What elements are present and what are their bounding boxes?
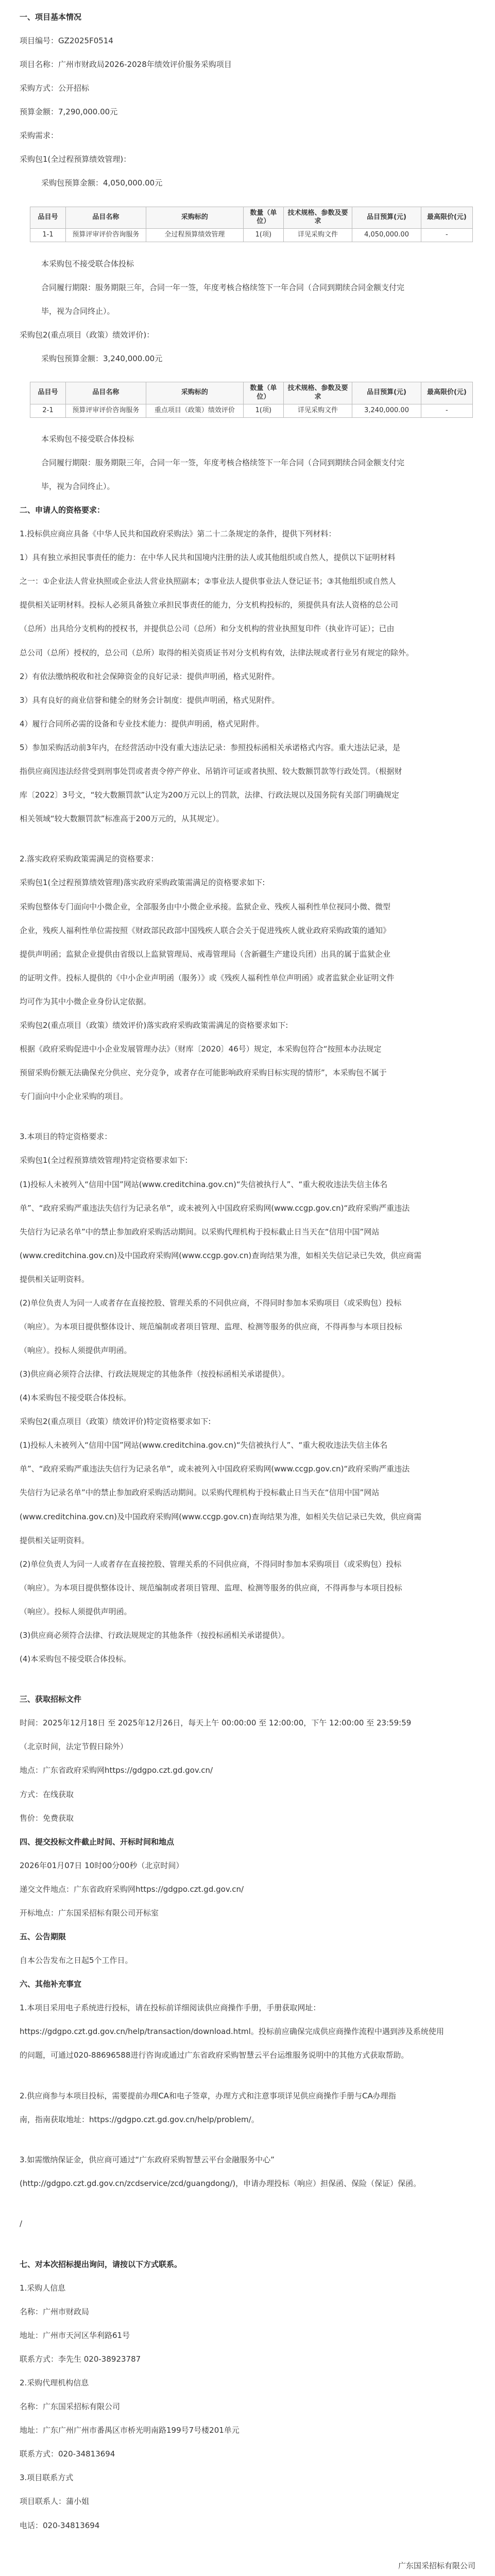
- text-line: 地址：广州市天河区华利路61号: [20, 2330, 130, 2340]
- section-heading: 六、其他补充事宜: [20, 1979, 82, 1989]
- text-line: 售价：免费获取: [20, 1813, 74, 1823]
- table-header-cell: 数量（单位）: [243, 207, 283, 229]
- text-line: 合同履行期限：服务期限三年，合同一年一签，年度考核合格续签下一年合同（合同到期续合同金额支付完: [41, 457, 405, 467]
- table-header-cell: 品目号: [30, 207, 66, 229]
- section-heading: 二、申请人的资格要求：: [20, 505, 105, 515]
- text-line: (1)投标人未被列入“信用中国”网站(www.creditchina.gov.cn)“失信被执行人”、“重大税收违法失信主体名: [20, 1179, 388, 1189]
- text-line: (2)单位负责人为同一人或者存在直接控股、管理关系的不同供应商，不得同时参加本采购项目（或采购包）投标: [20, 1298, 402, 1308]
- text-line: 相关领域“较大数额罚款”标准高于200万元的，从其规定）。: [20, 814, 224, 824]
- text-line: 采购包1(全过程预算绩效管理)：: [20, 155, 131, 164]
- text-line: 提供相关证明资料。: [20, 1274, 90, 1284]
- text-line: 专门面向中小企业采购的项目。: [20, 1092, 128, 1101]
- section-heading: 一、项目基本情况: [20, 12, 82, 22]
- table-header-cell: 采购标的: [146, 382, 243, 404]
- text-line: 毕，视为合同终止）。: [41, 482, 115, 492]
- text-line: 采购包2(重点项目（政策）绩效评价)落实政府采购政策需满足的资格要求如下:: [20, 1020, 288, 1030]
- text-line: 3.项目联系方式: [20, 2473, 74, 2483]
- table-header-cell: 技术规格、参数及要求: [283, 382, 352, 404]
- text-line: 提供相关证明材料。投标人必须具备独立承担民事责任的能力，分支机构投标的，须提供具有法人资格的总公司: [20, 600, 399, 610]
- text-line: 项目联系人：蒲小姐: [20, 2497, 90, 2506]
- table-cell: 重点项目（政策）绩效评价: [146, 404, 243, 417]
- text-line: 采购包1(全过程预算绩效管理)特定资格要求如下:: [20, 1156, 188, 1165]
- table-header-cell: 品目预算(元): [352, 382, 421, 404]
- text-line: 失信行为记录名单”中的禁止参加政府采购活动期间。以采购代理机构于投标截止日当天在“信用中国”网站: [20, 1488, 380, 1498]
- table-cell: 4,050,000.00: [352, 229, 421, 242]
- table-cell: 1(项): [243, 404, 283, 417]
- table-row: [30, 229, 473, 242]
- table-header-cell: 最高限价(元): [421, 382, 472, 404]
- text-line: 2）有依法缴纳税收和社会保障资金的良好记录：提供声明函，格式见附件。: [20, 671, 280, 681]
- text-line: 1.本项目采用电子系统进行投标，请在投标前详细阅读供应商操作手册，手册获取网址：: [20, 2003, 321, 2013]
- text-line: 1.采购人信息: [20, 2283, 66, 2293]
- text-line: 库〔2022〕3号文，“较大数额罚款”认定为200万元以上的罚款，法律、行政法规以及国务院有关部门明确规定: [20, 790, 399, 800]
- text-line: 时间：2025年12月18日 至 2025年12月26日，每天上午 00:00:00 至 12:00:00，下午 12:00:00 至 23:59:59: [20, 1718, 412, 1728]
- text-line: 地址：广东广州广州市番禺区市桥光明南路199号7号楼201单元: [20, 2426, 240, 2435]
- text-line: 4）履行合同所必需的设备和专业技术能力：提供声明函，格式见附件。: [20, 719, 264, 728]
- procurement-table: [30, 382, 473, 418]
- table-header-cell: 最高限价(元): [421, 207, 472, 229]
- text-line: 采购方式：公开招标: [20, 83, 90, 93]
- text-line: 广东国采招标有限公司: [398, 2561, 475, 2570]
- text-line: 项目名称：广州市财政局2026-2028年绩效评价服务采购项目: [20, 60, 232, 70]
- procurement-table: [30, 207, 473, 243]
- text-line: 指供应商因违法经营受到刑事处罚或者责令停产停业、吊销许可证或者执照、较大数额罚款等行政处罚。（根据财: [20, 766, 402, 776]
- section-heading: 七、对本次招标提出询问，请按以下方式联系。: [20, 2259, 182, 2269]
- text-line: 本采购包不接受联合体投标: [41, 259, 134, 268]
- text-line: (1)投标人未被列入“信用中国”网站(www.creditchina.gov.cn)“失信被执行人”、“重大税收违法失信主体名: [20, 1440, 388, 1450]
- table-header-cell: 数量（单位）: [243, 382, 283, 404]
- text-line: (2)单位负责人为同一人或者存在直接控股、管理关系的不同供应商，不得同时参加本采购项目（或采购包）投标: [20, 1559, 402, 1569]
- text-line: 开标地点：广东国采招标有限公司开标室: [20, 1908, 159, 1918]
- text-line: 单”、“政府采购严重违法失信行为记录名单”，或未被列入中国政府采购网(www.ccgp.gov.cn)“政府采购严重违法: [20, 1203, 410, 1213]
- text-line: 1）具有独立承担民事责任的能力：在中华人民共和国境内注册的法人或其他组织或自然人，提供以下证明材料: [20, 553, 396, 563]
- text-line: 的问题，可通过020-88696588进行咨询或通过广东省政府采购智慧云平台运维服务说明中的其他方式获取帮助。: [20, 2050, 409, 2060]
- section-heading: 五、公告期限: [20, 1931, 66, 1941]
- text-line: https://gdgpo.czt.gd.gov.cn/help/transaction/download.html。投标前应确保完成供应商操作流程中遇到涉及系统使用: [20, 2027, 444, 2037]
- table-header-cell: 品目名称: [65, 207, 146, 229]
- text-line: 电话：020-34813694: [20, 2520, 100, 2530]
- text-line: 名称：广州市财政局: [20, 2307, 90, 2316]
- text-line: （响应）。投标人须提供声明函。: [20, 1606, 132, 1616]
- table-cell: 预算评审评价咨询服务: [65, 404, 146, 417]
- text-line: 2.供应商参与本项目投标，需要提前办理CA和电子签章，办理方式和注意事项详见供应商操作手册与CA办理指: [20, 2091, 396, 2100]
- table-cell: 详见采购文件: [283, 229, 352, 242]
- text-line: 采购包2(重点项目（政策）绩效评价)：: [20, 330, 155, 340]
- text-line: 预算金额：7,290,000.00元: [20, 107, 118, 117]
- text-line: 联系方式：020-34813694: [20, 2449, 115, 2459]
- text-line: 3）具有良好的商业信誉和健全的财务会计制度：提供声明函，格式见附件。: [20, 695, 280, 705]
- text-line: 采购包预算金额：4,050,000.00元: [41, 178, 163, 188]
- text-line: （北京时间，法定节假日除外）: [20, 1742, 128, 1752]
- text-line: 毕，视为合同终止）。: [41, 306, 115, 316]
- text-line: (4)本采购包不接受联合体投标。: [20, 1654, 131, 1664]
- text-line: 递交文件地点：广东省政府采购网https://gdgpo.czt.gd.gov.cn/: [20, 1884, 244, 1894]
- text-line: 5）参加采购活动前3年内，在经营活动中没有重大违法记录：参照投标函相关承诺格式内容。重大违法记录，是: [20, 742, 401, 752]
- text-line: 合同履行期限：服务期限三年，合同一年一签，年度考核合格续签下一年合同（合同到期续合同金额支付完: [41, 282, 405, 292]
- text-line: 项目编号：GZ2025F0514: [20, 36, 113, 46]
- text-line: 失信行为记录名单”中的禁止参加政府采购活动期间。以采购代理机构于投标截止日当天在“信用中国”网站: [20, 1227, 380, 1236]
- table-header-cell: 品目预算(元): [352, 207, 421, 229]
- text-line: 本采购包不接受联合体投标: [41, 434, 134, 444]
- text-line: 单”、“政府采购严重违法失信行为记录名单”，或未被列入中国政府采购网(www.ccgp.gov.cn)“政府采购严重违法: [20, 1464, 410, 1474]
- text-line: 采购包1(全过程预算绩效管理)落实政府采购政策需满足的资格要求如下:: [20, 878, 265, 888]
- text-line: 企业，残疾人福利性单位需按照《财政部民政部中国残疾人联合会关于促进残疾人就业政府采购政策的通知》: [20, 925, 391, 935]
- text-line: 2.采购代理机构信息: [20, 2378, 89, 2388]
- text-line: 提供声明函；监狱企业提供由省级以上监狱管理局、戒毒管理局（含新疆生产建设兵团）出具的属于监狱企业: [20, 949, 391, 959]
- table-header-cell: 技术规格、参数及要求: [283, 207, 352, 229]
- text-line: 2026年01月07日 10时00分00秒（北京时间）: [20, 1860, 184, 1870]
- text-line: 名称：广东国采招标有限公司: [20, 2402, 121, 2412]
- text-line: 采购包预算金额：3,240,000.00元: [41, 353, 163, 363]
- text-line: 方式：在线获取: [20, 1789, 74, 1799]
- table-cell: 预算评审评价咨询服务: [65, 229, 146, 242]
- table-cell: 2-1: [30, 404, 66, 417]
- text-line: （总所）出具给分支机构的授权书，并提供总公司（总所）和分支机构的营业执照复印件（执业许可证）；已由: [20, 624, 395, 634]
- text-line: 地点：广东省政府采购网https://gdgpo.czt.gd.gov.cn/: [20, 1766, 213, 1775]
- text-line: /: [20, 2219, 23, 2229]
- text-line: （响应）。投标人须提供声明函。: [20, 1346, 132, 1355]
- text-line: 根据《政府采购促进中小企业发展管理办法》（财库〔2020〕46号）规定，本采购包符合“按照本办法规定: [20, 1044, 382, 1054]
- table-cell: 3,240,000.00: [352, 404, 421, 417]
- text-line: 联系方式：李先生 020-38923787: [20, 2354, 141, 2364]
- text-line: 之一：①企业法人营业执照或企业法人营业执照副本；②事业法人提供事业法人登记证书；③其他组织或自然人: [20, 577, 396, 586]
- text-line: 均可作为其中小微企业身份认定依据。: [20, 996, 151, 1006]
- table-cell: -: [421, 404, 472, 417]
- text-line: 1.投标供应商应具备《中华人民共和国政府采购法》第二十二条规定的条件，提供下列材料：: [20, 529, 336, 539]
- table-header-cell: 品目名称: [65, 382, 146, 404]
- text-line: 采购包2(重点项目（政策）绩效评价)特定资格要求如下:: [20, 1417, 211, 1427]
- text-line: 预留采购份额无法确保充分供应、充分竞争，或者存在可能影响政府采购目标实现的情形”，本采购包不属于: [20, 1068, 387, 1077]
- text-line: 南，指南获取地址：https://gdgpo.czt.gd.gov.cn/help/problem/。: [20, 2114, 259, 2124]
- text-line: 提供相关证明资料。: [20, 1535, 90, 1545]
- table-row: [30, 404, 473, 417]
- text-line: 3.如需缴纳保证金，供应商可通过“广东政府采购智慧云平台金融服务中心”: [20, 2155, 275, 2165]
- text-line: (www.creditchina.gov.cn)及中国政府采购网(www.ccgp.gov.cn)查询结果为准，如相关失信记录已失效，供应商需: [20, 1250, 422, 1260]
- section-heading: 三、获取招标文件: [20, 1694, 82, 1704]
- text-line: 3.本项目的特定资格要求：: [20, 1132, 112, 1142]
- text-line: (3)供应商必须符合法律、行政法规规定的其他条件（按投标函相关承诺提供）。: [20, 1630, 289, 1640]
- text-line: 2.落实政府采购政策需满足的资格要求：: [20, 854, 159, 864]
- table-cell: 1-1: [30, 229, 66, 242]
- text-line: (3)供应商必须符合法律、行政法规规定的其他条件（按投标函相关承诺提供）。: [20, 1369, 289, 1379]
- text-line: (http://gdgpo.czt.gd.gov.cn/zcdservice/zcd/guangdong/)，申请办理投标（响应）担保函、保险（保证）保函。: [20, 2179, 421, 2189]
- text-line: 采购包整体专门面向中小微企业，全部服务由中小微企业承接。监狱企业、残疾人福利性单位视同小微、微型: [20, 902, 391, 911]
- section-heading: 四、提交投标文件截止时间、开标时间和地点: [20, 1837, 175, 1846]
- text-line: 自本公告发布之日起5个工作日。: [20, 1956, 133, 1965]
- text-line: (www.creditchina.gov.cn)及中国政府采购网(www.ccgp.gov.cn)查询结果为准，如相关失信记录已失效，供应商需: [20, 1512, 422, 1521]
- table-header-cell: 品目号: [30, 382, 66, 404]
- text-line: （响应）。为本项目提供整体设计、规范编制或者项目管理、监理、检测等服务的供应商，不得再参与本项目投标: [20, 1583, 402, 1592]
- table-header-cell: 采购标的: [146, 207, 243, 229]
- text-line: 采购需求：: [20, 131, 59, 141]
- table-cell: 全过程预算绩效管理: [146, 229, 243, 242]
- text-line: 的证明文件。投标人提供的《中小企业声明函（服务）》或《残疾人福利性单位声明函》或者监狱企业证明文件: [20, 973, 395, 982]
- text-line: 总公司（总所）授权的，总公司（总所）取得的相关资质证书对分支机构有效，法律法规或者行业另有规定的除外。: [20, 648, 414, 657]
- table-cell: 1(项): [243, 229, 283, 242]
- table-cell: -: [421, 229, 472, 242]
- text-line: (4)本采购包不接受联合体投标。: [20, 1393, 131, 1403]
- table-cell: 详见采购文件: [283, 404, 352, 417]
- text-line: （响应）。为本项目提供整体设计、规范编制或者项目管理、监理、检测等服务的供应商，不得再参与本项目投标: [20, 1321, 402, 1331]
